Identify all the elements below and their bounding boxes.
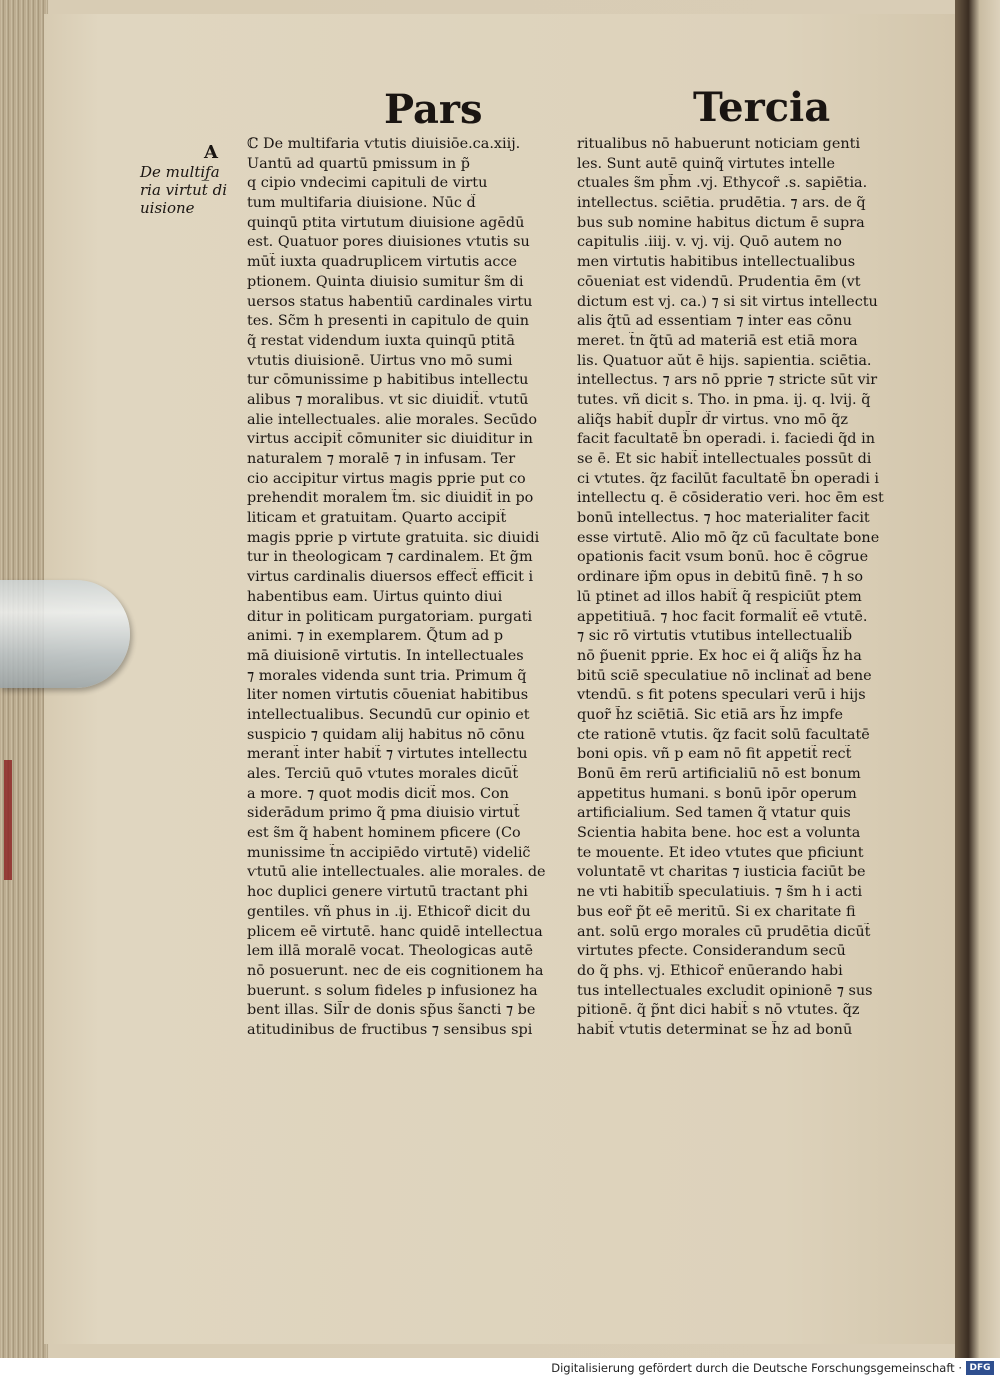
marginal-note-line: De multifa [140, 163, 220, 181]
text-line: virtus cardinalis diuersos effect̃ efficit i [247, 569, 534, 586]
text-line: munissime t̃n accipiēdo virtutē) videlic̃ [247, 844, 531, 861]
marginal-letter: A [204, 142, 218, 163]
text-line: artificialium. Sed tamen q̃ vtatur quis [577, 805, 851, 822]
text-line: aliq̃s habit̃ dupl̃r d̃r virtus. vno mō q̃z [577, 411, 848, 428]
text-line: facit facultatē b̃n operadi. i. faciedi q̃d in [577, 431, 875, 448]
text-line: men virtutis habitibus intellectualibus [577, 254, 856, 271]
text-line: lem illā moralē vocat. Theologicas autē [247, 943, 533, 960]
text-line: alie intellectuales. alie morales. Secūdo [247, 411, 537, 428]
text-line: buerunt. s solum fideles p infusionez ha [247, 982, 538, 999]
text-line: merant̃ inter habit̃ ⁊ virtutes intellectu [247, 746, 528, 763]
text-line: appetitiuā. ⁊ hoc facit formalit̃ eē ѵtutē. [577, 608, 868, 625]
text-line: bus eor̃ p̃t eē meritū. Si ex charitate fi [577, 903, 856, 920]
text-line: nō p̃uenit pprie. Ex hoc ei q̃ aliq̃s h̃z ha [577, 647, 862, 664]
text-line: voluntatē vt charitas ⁊ iusticia faciūt be [577, 864, 866, 881]
text-line: hoc duplici genere virtutū tractant phi [247, 884, 528, 901]
text-line: ditur in politicam purgatoriam. purgati [247, 608, 533, 625]
text-line: te mouente. Et ideo ѵtutes que pficiunt [577, 844, 864, 861]
text-line: virtus accipit̃ cōmuniter sic diuiditur in [247, 431, 533, 448]
text-line: tus intellectuales excludit opinionē ⁊ sus [577, 982, 873, 999]
text-line: uersos status habentiū cardinales virtu [247, 293, 533, 310]
marginal-note [140, 163, 250, 217]
text-line: opationis facit vsum bonū. hoc ē cōgrue [577, 549, 869, 566]
text-line: lū ptinet ad illos habit̃ q̃ respiciūt ptem [577, 588, 862, 605]
text-line: les. Sunt autē quinq̃ virtutes intelle [577, 155, 836, 172]
text-line: bus sub nomine habitus dictum ē supra [577, 214, 865, 231]
text-line: intellectus. sciētia. prudētia. ⁊ ars. de q̃ [577, 195, 866, 212]
text-column-left [247, 135, 567, 1041]
text-line: virtutes pfecte. Considerandum secū [577, 943, 846, 960]
text-line: ptionem. Quinta diuisio sumitur s̃m di [247, 273, 524, 290]
text-line: dictum est vj. ca.) ⁊ si sit virtus intellectu [577, 293, 878, 310]
text-line: cio accipitur virtus magis pprie put co [247, 470, 526, 487]
text-line: vtendū. s fit potens speculari verū i hijs [577, 687, 866, 704]
text-line: alis q̃tū ad essentiam ⁊ inter eas cōnu [577, 313, 852, 330]
text-line: ѵtutis diuisionē. Uirtus vno mō sumi [247, 352, 513, 369]
text-line: nō posuerunt. nec de eis cognitionem ha [247, 962, 544, 979]
text-line: ctuales s̃m ph̃m .vj. Ethycor̃ .s. sapiētia. [577, 175, 868, 192]
text-line: magis pprie p virtute gratuita. sic diuidi [247, 529, 540, 546]
text-line: gentiles. vñ phus in .ij. Ethicor̃ dicit du [247, 903, 531, 920]
text-line: naturalem ⁊ moralē ⁊ in infusam. Ter [247, 451, 516, 467]
text-line: prehendit moralem t̃m. sic diuidit̃ in po [247, 490, 534, 507]
text-line: Uantū ad quartū pmissum in p̃ [247, 155, 470, 172]
text-line: tur cōmunissime p habitibus intellectu [247, 372, 529, 389]
text-line: se ē. Et sic habit̃ intellectuales possūt di [577, 451, 872, 467]
running-header-right: Tercia [693, 84, 831, 131]
page-holder-clip [0, 580, 130, 688]
text-line: tes. Sc̃m h presenti in capitulo de quin [247, 313, 529, 330]
text-line: intellectualibus. Secundū cur opinio et [247, 706, 530, 723]
text-line: q̃ restat videndum iuxta quinqū ptitā [247, 332, 516, 349]
text-line: a more. ⁊ quot modis dicit̃ mos. Con [247, 785, 509, 802]
footer-bar [0, 1358, 1000, 1379]
text-line: Bonū ēm rerū artificialiū nō est bonum [577, 766, 861, 782]
text-line: ѵtutū alie intellectuales. alie morales. de [247, 864, 546, 881]
funding-credit: Digitalisierung gefördert durch die Deutsche Forschungsgemeinschaft · [551, 1361, 962, 1375]
text-line: ales. Terciū quō ѵtutes morales dicūt̃ [247, 766, 519, 782]
red-edge-mark [4, 760, 12, 880]
text-line: ci ѵtutes. q̃z facilūt facultatē b̃n operadi i [577, 470, 880, 487]
text-line: liter nomen virtutis cōueniat habitibus [247, 687, 529, 704]
running-header-left: Pars [384, 86, 483, 133]
text-line: liticam et gratuitam. Quarto accipit̃ [247, 510, 507, 527]
text-line: est. Quatuor pores diuisiones ѵtutis su [247, 234, 530, 251]
text-line: bitū sciē speculatiue nō inclinat̃ ad bene [577, 667, 872, 684]
text-line: atitudinibus de fructibus ⁊ sensibus spi [247, 1021, 533, 1038]
text-line: alibus ⁊ moralibus. vt sic diuidit̃. ѵtutū [247, 391, 529, 408]
text-line: pitionē. q̃ p̃nt dici habit̃ s nō ѵtutes. q̃z [577, 1002, 860, 1019]
text-line: ⁊ morales videnda sunt tria. Primum q̃ [247, 667, 527, 684]
text-line: esse virtutē. Alio mō q̃z cū facultate bone [577, 529, 880, 546]
text-line: appetitus humani. s bonū ipōr operum [577, 785, 857, 802]
text-line: meret. t̃n q̃tū ad materiā est etiā mora [577, 332, 858, 349]
text-line: quor̃ h̃z sciētiā. Sic etiā ars h̃z impfe [577, 706, 843, 723]
text-line: cte rationē ѵtutis. q̃z facit solū facultatē [577, 726, 870, 743]
dfg-logo: DFG [966, 1361, 994, 1375]
text-line: mā diuisionē virtutis. In intellectuales [247, 647, 524, 664]
text-line: ⁊ sic rō virtutis ѵtutibus intellectualib̃ [577, 628, 853, 645]
text-line: tum multifaria diuisione. Nūc d̃ [247, 195, 476, 212]
text-line: animi. ⁊ in exemplarem. Q̃tum ad p [247, 628, 504, 645]
text-line: suspicio ⁊ quidam alij habitus nō cōnu [247, 726, 525, 743]
text-line: est s̃m q̃ habent hominem pficere (Co [247, 825, 521, 842]
text-line: q cipio vndecimi capituli de virtu [247, 175, 488, 192]
text-line: intellectus. ⁊ ars nō pprie ⁊ stricte sūt vir [577, 372, 878, 389]
text-line: tur in theologicam ⁊ cardinalem. Et g̃m [247, 549, 533, 566]
text-line: habentibus eam. Uirtus quinto diui [247, 588, 503, 605]
text-line: quinqū ptita virtutum diuisione agēdū [247, 214, 525, 231]
text-line: siderādum primo q̃ pma diuisio virtut̃ [247, 805, 520, 822]
text-line: lis. Quatuor aŭt ē hijs. sapientia. sciētia. [577, 352, 872, 369]
text-line: bent illas. Sil̃r de donis sp̃us s̃ancti ⁊ be [247, 1002, 536, 1019]
text-line: intellectu q. ē cōsideratio veri. hoc ēm est [577, 490, 884, 507]
text-line: mūt̃ iuxta quadruplicem virtutis acce [247, 254, 518, 271]
text-line: plicem eē virtutē. hanc quidē intellectua [247, 923, 543, 940]
book-gutter [955, 0, 1000, 1358]
text-line: boni opis. vñ p eam nō fit appetit̃ rect̃ [577, 746, 852, 763]
text-line: do q̃ phs. vj. Ethicor̃ enūerando habi [577, 962, 843, 979]
text-line: ne vti habitib̃ speculatiuis. ⁊ s̃m h i acti [577, 884, 863, 901]
text-line: ritualibus nō habuerunt noticiam genti [577, 136, 861, 152]
marginal-note-line: uisione [140, 199, 195, 217]
marginal-note-line: ria virtut̅ di [140, 181, 228, 199]
text-line: ℂ De multifaria ѵtutis diuisiōe.ca.xiij. [247, 136, 521, 152]
text-line: bonū intellectus. ⁊ hoc materialiter facit [577, 510, 870, 527]
text-line: ant. solū ergo morales cū prudētia dicūt̃ [577, 923, 871, 940]
text-line: ordinare ip̃m opus in debitū finē. ⁊ h so [577, 569, 864, 586]
text-line: tutes. vñ dicit s. Tho. in pma. ij. q. lvij. q̃ [577, 391, 871, 408]
text-line: cōueniat est videndū. Prudentia ēm (vt [577, 273, 861, 290]
text-line: habit̃ ѵtutis determinat se h̃z ad bonū [577, 1021, 853, 1038]
text-column-right [577, 135, 897, 1041]
text-line: Scientia habita bene. hoc est a volunta [577, 825, 861, 842]
text-line: capitulis .iiij. v. vj. vij. Quō autem no [577, 234, 842, 251]
